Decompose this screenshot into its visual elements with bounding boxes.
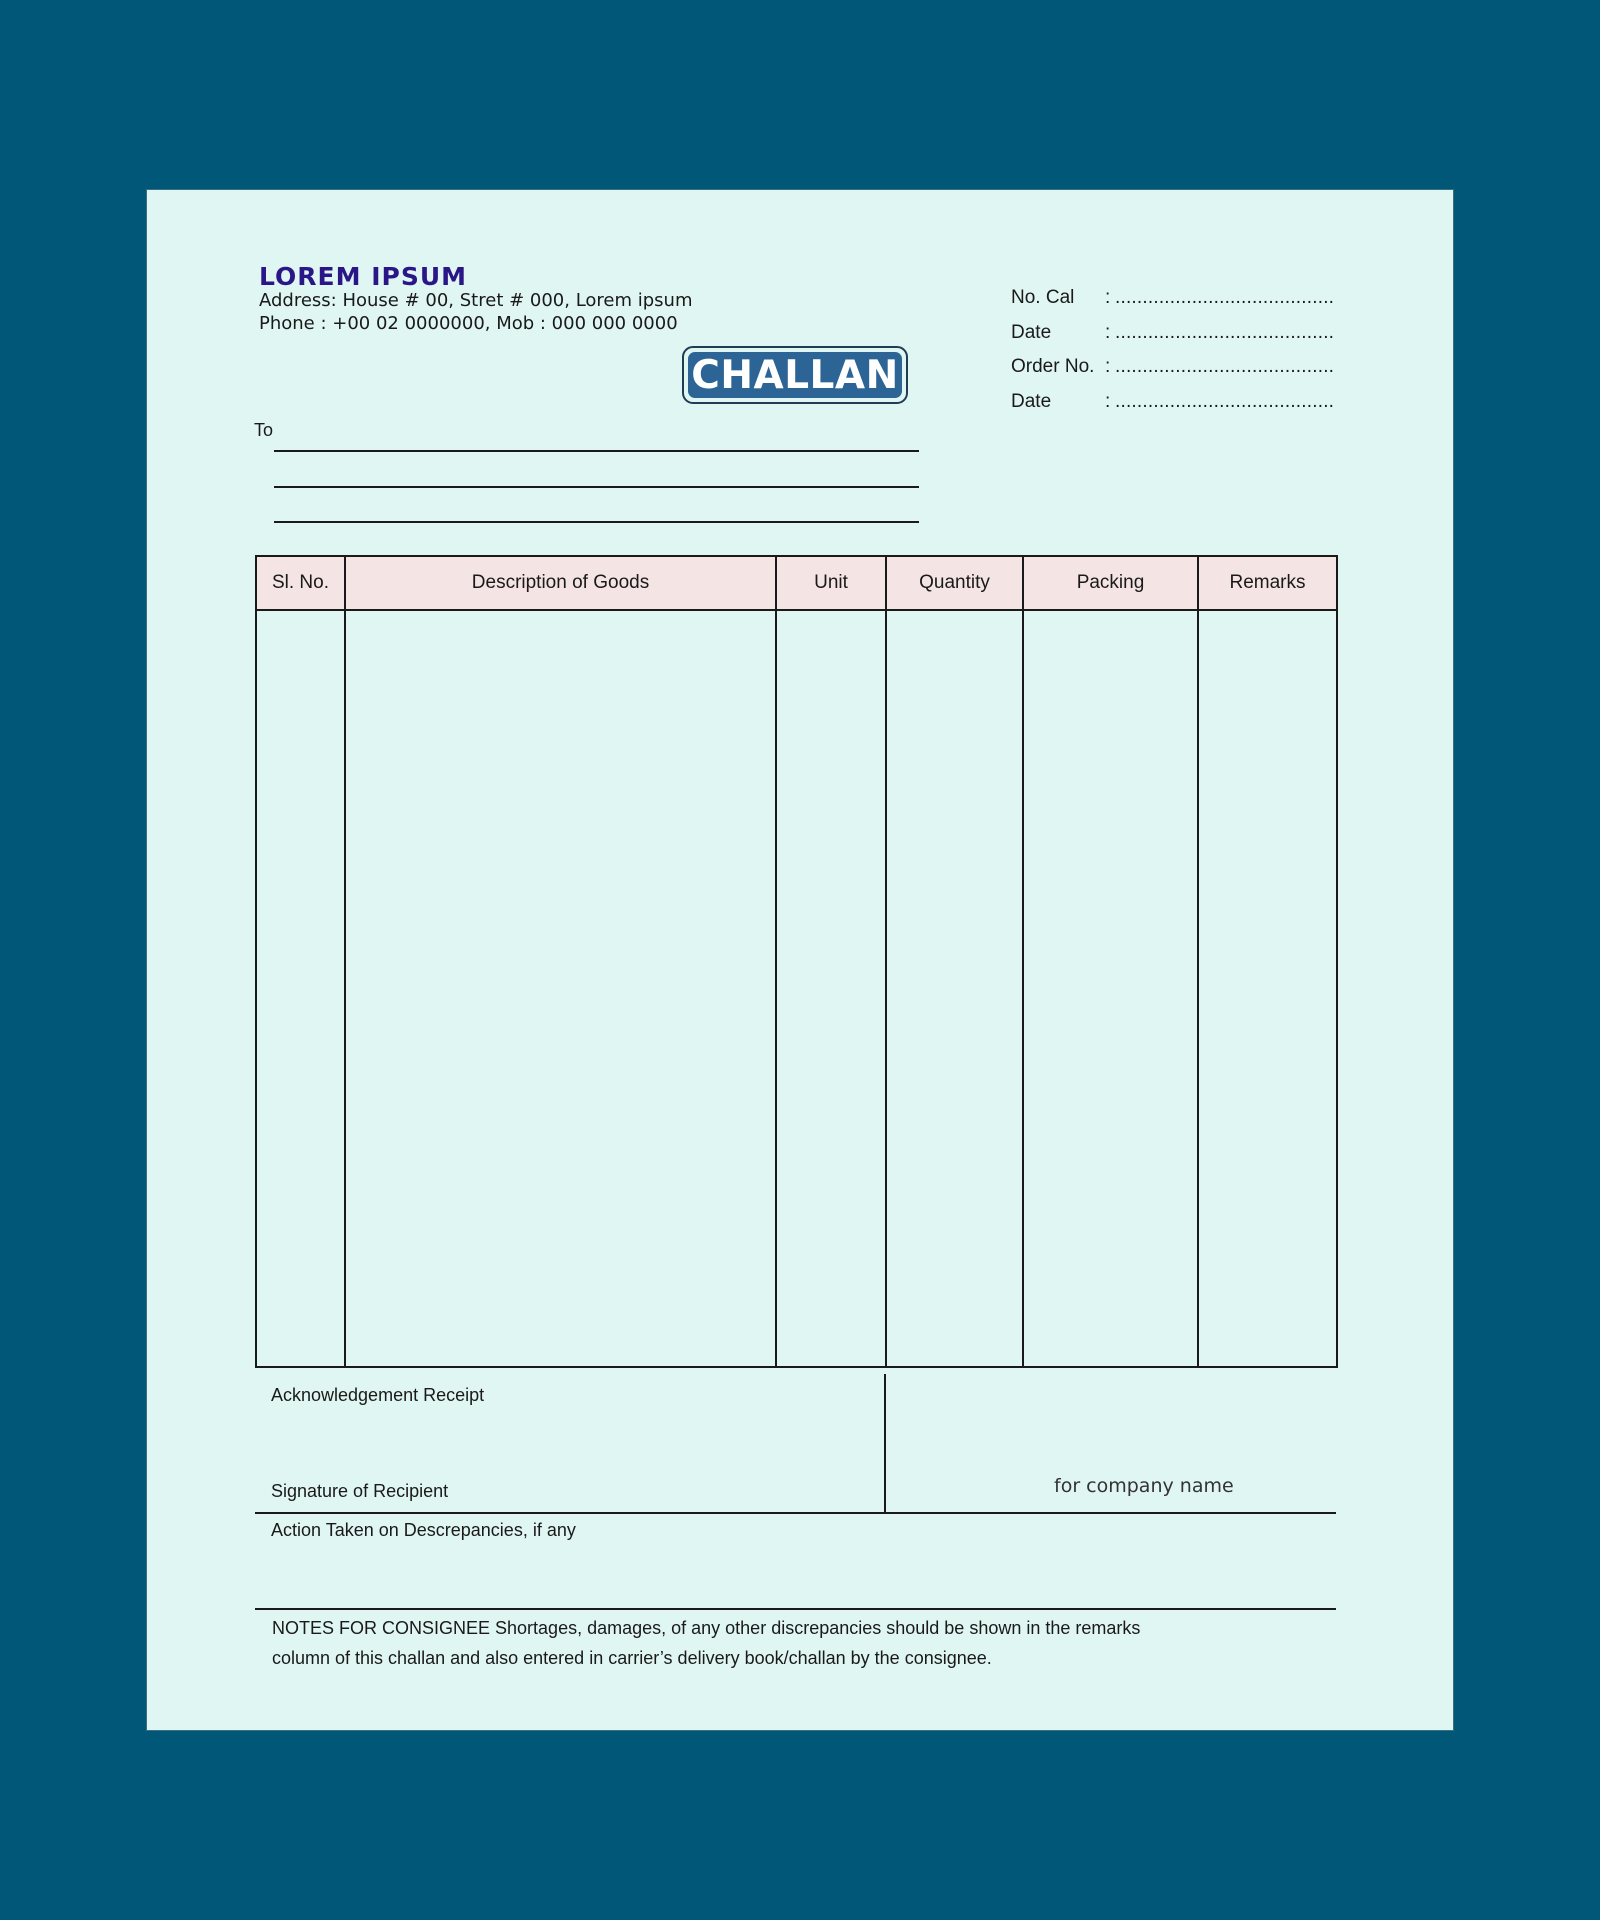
meta-label: Date xyxy=(1011,321,1052,343)
meta-label: Order No. xyxy=(1011,356,1095,377)
footer-line-2 xyxy=(255,1608,1336,1610)
meta-colon: : xyxy=(1105,321,1111,343)
recipient-line-2[interactable] xyxy=(274,486,919,488)
recipient-line-1[interactable] xyxy=(274,450,919,452)
document-title: CHALLAN xyxy=(688,352,902,398)
consignee-notes xyxy=(272,1614,1232,1673)
company-sign-label: for company name xyxy=(1054,1475,1234,1497)
footer-line-1 xyxy=(255,1512,1336,1514)
company-address: Address: House # 00, Stret # 000, Lorem ipsum xyxy=(259,290,693,311)
meta-colon: : xyxy=(1105,390,1111,412)
table-row xyxy=(256,610,1337,1367)
meta-value-field[interactable]: ........................................ xyxy=(1115,390,1335,412)
signature-label: Signature of Recipient xyxy=(271,1481,449,1501)
to-label: To xyxy=(254,420,274,440)
recipient-line-3[interactable] xyxy=(274,521,919,523)
column-header-quantity: Quantity xyxy=(886,556,1023,610)
column-header-packing: Packing xyxy=(1023,556,1198,610)
challan-sheet xyxy=(146,189,1454,1731)
company-name: LOREM IPSUM xyxy=(259,262,468,291)
footer-divider xyxy=(884,1374,886,1513)
notes-line-1: NOTES FOR CONSIGNEE Shortages, damages, of any other discrepancies should be shown in the remarks xyxy=(272,1618,1141,1638)
company-phone: Phone : +00 02 0000000, Mob : 000 000 0000 xyxy=(259,313,678,334)
notes-line-2: column of this challan and also entered in carrier’s delivery book/challan by the consignee. xyxy=(272,1647,992,1668)
meta-value-field[interactable]: ........................................ xyxy=(1115,321,1335,343)
action-taken-label: Action Taken on Descrepancies, if any xyxy=(271,1520,576,1540)
goods-table xyxy=(255,555,1338,1368)
meta-label: Date xyxy=(1011,390,1052,412)
meta-value-field[interactable]: ........................................ xyxy=(1115,287,1335,308)
column-header-remarks: Remarks xyxy=(1198,556,1337,610)
cell-sl-no[interactable] xyxy=(256,610,345,1367)
cell-packing[interactable] xyxy=(1023,610,1198,1367)
meta-colon: : xyxy=(1105,287,1111,308)
cell-description[interactable] xyxy=(345,610,776,1367)
acknowledgement-label: Acknowledgement Receipt xyxy=(271,1385,485,1405)
meta-value-field[interactable]: ........................................ xyxy=(1115,356,1335,377)
column-header-description: Description of Goods xyxy=(345,556,776,610)
meta-label: No. Cal xyxy=(1011,287,1075,308)
cell-remarks[interactable] xyxy=(1198,610,1337,1367)
cell-unit[interactable] xyxy=(776,610,886,1367)
table-header-row xyxy=(256,556,1337,610)
column-header-sl-no: Sl. No. xyxy=(256,556,345,610)
challan-title-badge xyxy=(682,346,908,404)
meta-colon: : xyxy=(1105,356,1111,377)
cell-quantity[interactable] xyxy=(886,610,1023,1367)
column-header-unit: Unit xyxy=(776,556,886,610)
